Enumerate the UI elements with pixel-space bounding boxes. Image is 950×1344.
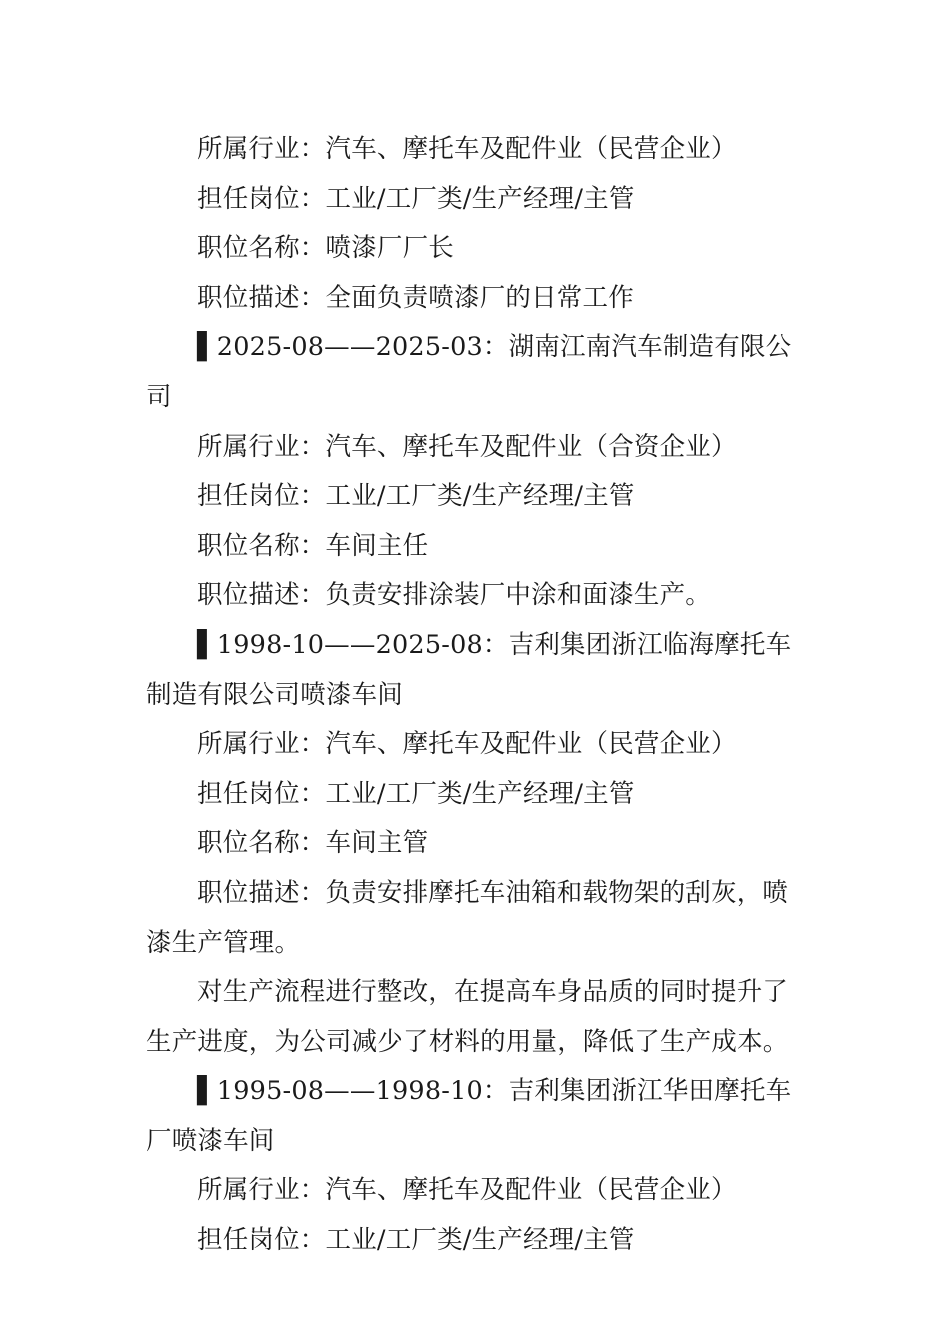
job-description-line: 职位描述：全面负责喷漆厂的日常工作 [197, 282, 634, 313]
job-title-line: 职位名称：车间主管 [197, 828, 429, 859]
employment-period-heading: ▌2025-08——2025-03：湖南江南汽车制造有限公司 [146, 332, 792, 412]
document-body [146, 125, 808, 1266]
job-description-line: 职位描述：负责安排摩托车油箱和载物架的刮灰，喷漆生产管理。 [146, 877, 789, 958]
employment-period-heading: ▌1998-10——2025-08：吉利集团浙江临海摩托车制造有限公司喷漆车间 [146, 629, 792, 710]
industry-line: 所属行业：汽车、摩托车及配件业（民营企业） [197, 134, 737, 164]
achievement-paragraph: 对生产流程进行整改，在提高车身品质的同时提升了生产进度，为公司减少了材料的用量，降低了生产成本。 [146, 977, 789, 1057]
employment-period-heading: ▌1995-08——1998-10：吉利集团浙江华田摩托车厂喷漆车间 [146, 1076, 792, 1156]
job-title-line: 职位名称：喷漆厂厂长 [197, 233, 455, 264]
job-title-line: 职位名称：车间主任 [197, 530, 429, 561]
position-line: 担任岗位：工业/工厂类/生产经理/主管 [197, 183, 635, 214]
position-line: 担任岗位：工业/工厂类/生产经理/主管 [197, 778, 635, 809]
job-description-line: 职位描述：负责安排涂装厂中涂和面漆生产。 [197, 580, 712, 611]
industry-line: 所属行业：汽车、摩托车及配件业（民营企业） [197, 729, 737, 760]
industry-line: 所属行业：汽车、摩托车及配件业（民营企业） [197, 1175, 737, 1206]
position-line: 担任岗位：工业/工厂类/生产经理/主管 [197, 481, 635, 512]
position-line: 担任岗位：工业/工厂类/生产经理/主管 [197, 1225, 635, 1256]
industry-line: 所属行业：汽车、摩托车及配件业（合资企业） [197, 431, 737, 462]
